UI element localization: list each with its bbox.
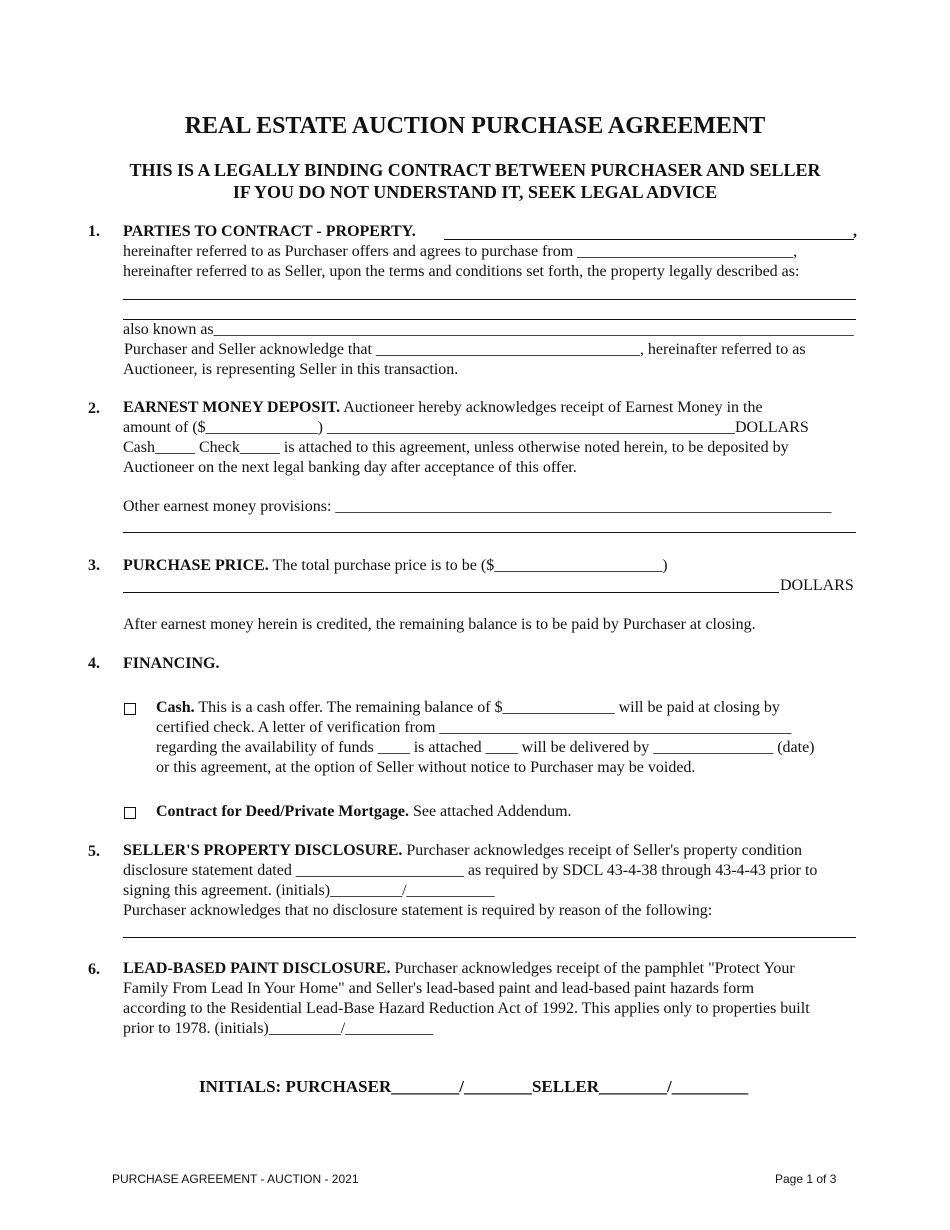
section-5-heading: SELLER'S PROPERTY DISCLOSURE. <box>123 842 403 859</box>
section-3-line-3: After earnest money herein is credited, the remaining balance is to be paid by Purchaser at closing. <box>123 616 756 633</box>
section-1-heading: PARTIES TO CONTRACT - PROPERTY. <box>123 223 416 240</box>
section-2-line-2: amount of ($______________) ___________________________________________________DOLLARS <box>123 419 809 436</box>
section-2-line-1: EARNEST MONEY DEPOSIT. Auctioneer hereby acknowledges receipt of Earnest Money in the <box>123 399 763 416</box>
section-6-number: 6. <box>88 961 100 978</box>
section-2-line-4: Auctioneer on the next legal banking day after acceptance of this offer. <box>123 459 577 476</box>
initials-line: INITIALS: PURCHASER________/________SELLER________/_________ <box>199 1077 749 1096</box>
section-6-line-1: LEAD-BASED PAINT DISCLOSURE. Purchaser acknowledges receipt of the pamphlet "Protect Your <box>123 960 795 977</box>
cash-line-1: Cash. This is a cash offer. The remaining balance of $______________ will be paid at closing by <box>156 699 780 716</box>
cash-checkbox[interactable] <box>124 703 136 715</box>
section-3-number: 3. <box>88 557 100 574</box>
section-4-heading: FINANCING. <box>123 655 220 672</box>
purchaser-name-blank[interactable] <box>444 239 854 240</box>
earnest-provisions-blank[interactable] <box>123 532 856 533</box>
dollars-label: DOLLARS <box>780 577 854 594</box>
section-3-line-1: PURCHASE PRICE. The total purchase price is to be ($_____________________) <box>123 557 668 574</box>
section-6-heading: LEAD-BASED PAINT DISCLOSURE. <box>123 960 391 977</box>
section-6-line-4: prior to 1978. (initials)_________/___________ <box>123 1020 434 1037</box>
section-1-line-5: Auctioneer, is representing Seller in this transaction. <box>123 361 459 378</box>
section-5-line-4: Purchaser acknowledges that no disclosure statement is required by reason of the following: <box>123 902 713 919</box>
cash-line-3: regarding the availability of funds ____ is attached ____ will be delivered by _______________ (date) <box>156 739 815 756</box>
page-title: REAL ESTATE AUCTION PURCHASE AGREEMENT <box>184 113 766 139</box>
disclosure-reason-blank[interactable] <box>123 937 856 938</box>
section-2-heading: EARNEST MONEY DEPOSIT. <box>123 399 341 416</box>
section-3-heading: PURCHASE PRICE. <box>123 557 269 574</box>
section-5-line-3: signing this agreement. (initials)_________/___________ <box>123 882 495 899</box>
section-2-number: 2. <box>88 400 100 417</box>
purchase-price-words-blank[interactable] <box>123 592 779 593</box>
section-5-number: 5. <box>88 843 100 860</box>
subtitle-line-2: IF YOU DO NOT UNDERSTAND IT, SEEK LEGAL ADVICE <box>232 182 718 202</box>
section-1-line-1: hereinafter referred to as Purchaser offers and agrees to purchase from ___________________________, <box>123 243 798 260</box>
section-1-line-4: Purchaser and Seller acknowledge that _________________________________, hereinafter referred to as <box>124 341 806 358</box>
subtitle-line-1: THIS IS A LEGALLY BINDING CONTRACT BETWEEN PURCHASER AND SELLER <box>129 160 821 180</box>
cash-heading: Cash. <box>156 699 195 716</box>
section-5-line-2: disclosure statement dated _____________________ as required by SDCL 43-4-38 through 43-4-43 prior to <box>123 862 818 879</box>
page-number: Page 1 of 3 <box>775 1172 837 1186</box>
section-1-number: 1. <box>88 223 100 240</box>
section-6-line-3: according to the Residential Lead-Base Hazard Reduction Act of 1992. This applies only to properties built <box>123 1000 810 1017</box>
deed-checkbox[interactable] <box>124 807 136 819</box>
deed-heading: Contract for Deed/Private Mortgage. <box>156 803 409 820</box>
section-1-line-3: also known as________________________________________________________________________________ <box>123 321 854 338</box>
section-2-line-3: Cash_____ Check_____ is attached to this agreement, unless otherwise noted herein, to be deposited by <box>123 439 789 456</box>
cash-line-4: or this agreement, at the option of Seller without notice to Purchaser may be voided. <box>156 759 696 776</box>
footer-title: PURCHASE AGREEMENT - AUCTION - 2021 <box>112 1172 359 1186</box>
deed-line: Contract for Deed/Private Mortgage. See attached Addendum. <box>156 803 572 820</box>
section-1-line-2: hereinafter referred to as Seller, upon the terms and conditions set forth, the property legally described as: <box>123 263 800 280</box>
cash-line-2: certified check. A letter of verification from ____________________________________________ <box>156 719 792 736</box>
legal-description-blank-1[interactable] <box>123 299 856 300</box>
section-4-number: 4. <box>88 655 100 672</box>
section-6-line-2: Family From Lead In Your Home" and Seller's lead-based paint and lead-based paint hazards form <box>123 980 755 997</box>
section-5-line-1: SELLER'S PROPERTY DISCLOSURE. Purchaser acknowledges receipt of Seller's property condition <box>123 842 802 859</box>
section-2-line-5: Other earnest money provisions: ______________________________________________________________ <box>123 498 832 515</box>
